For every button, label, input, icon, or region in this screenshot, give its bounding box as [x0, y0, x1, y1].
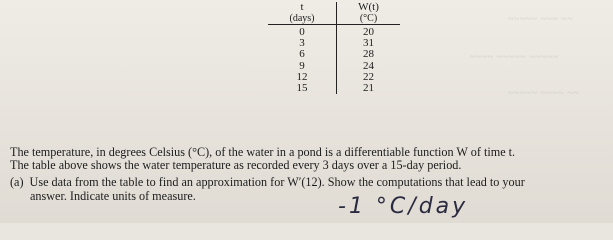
cell-w: 28: [363, 48, 374, 61]
bleed-through-text: ~~~~~ ~~~~ ~~: [508, 88, 580, 99]
bleed-through-text: ~~~~~ ~~~ ~~: [508, 14, 574, 25]
bleed-through-text: ~~~~ ~~~~~ ~~~~~: [470, 52, 559, 63]
part-a-label: (a): [10, 175, 24, 189]
cell-t: 12: [268, 72, 337, 83]
cell-w: 20: [363, 26, 374, 39]
intro-line-1: The temperature, in degrees Celsius (°C), of the water in a pond is a differentiable function W of time t.: [10, 145, 516, 159]
part-a-line-1: [10, 175, 525, 190]
table-row: [268, 72, 400, 83]
handwritten-answer: -1 °C/day: [338, 194, 469, 219]
part-a-question: Use data from the table to find an approximation for W′(12). Show the computations that lead to your: [29, 175, 525, 189]
table-row: [268, 49, 400, 60]
table-row: [268, 38, 400, 49]
header-t-unit: (days): [289, 13, 315, 24]
header-t-label: t: [300, 1, 304, 13]
header-w: [337, 2, 401, 25]
cell-t: 0: [268, 25, 337, 39]
data-table: [268, 2, 400, 94]
cell-t: 6: [268, 49, 337, 60]
intro-line-2: The table above shows the water temperature as recorded every 3 days over a 15-day period.: [10, 158, 462, 172]
table-row: [268, 83, 400, 94]
cell-w: 22: [363, 70, 374, 83]
cell-t: 3: [268, 38, 337, 49]
table-row: [268, 61, 400, 72]
cell-t: 9: [268, 61, 337, 72]
cell-t: 15: [268, 83, 337, 94]
cell-w: 24: [363, 59, 374, 72]
header-w-label: W(t): [358, 1, 379, 13]
part-a-line-2: answer. Indicate units of measure.: [30, 189, 196, 203]
header-t: [268, 2, 337, 25]
cell-w: 21: [363, 82, 374, 95]
table-row: [268, 25, 400, 39]
cell-w: 31: [363, 37, 374, 50]
table-header-row: [268, 2, 400, 25]
header-w-unit: (°C): [359, 13, 378, 24]
